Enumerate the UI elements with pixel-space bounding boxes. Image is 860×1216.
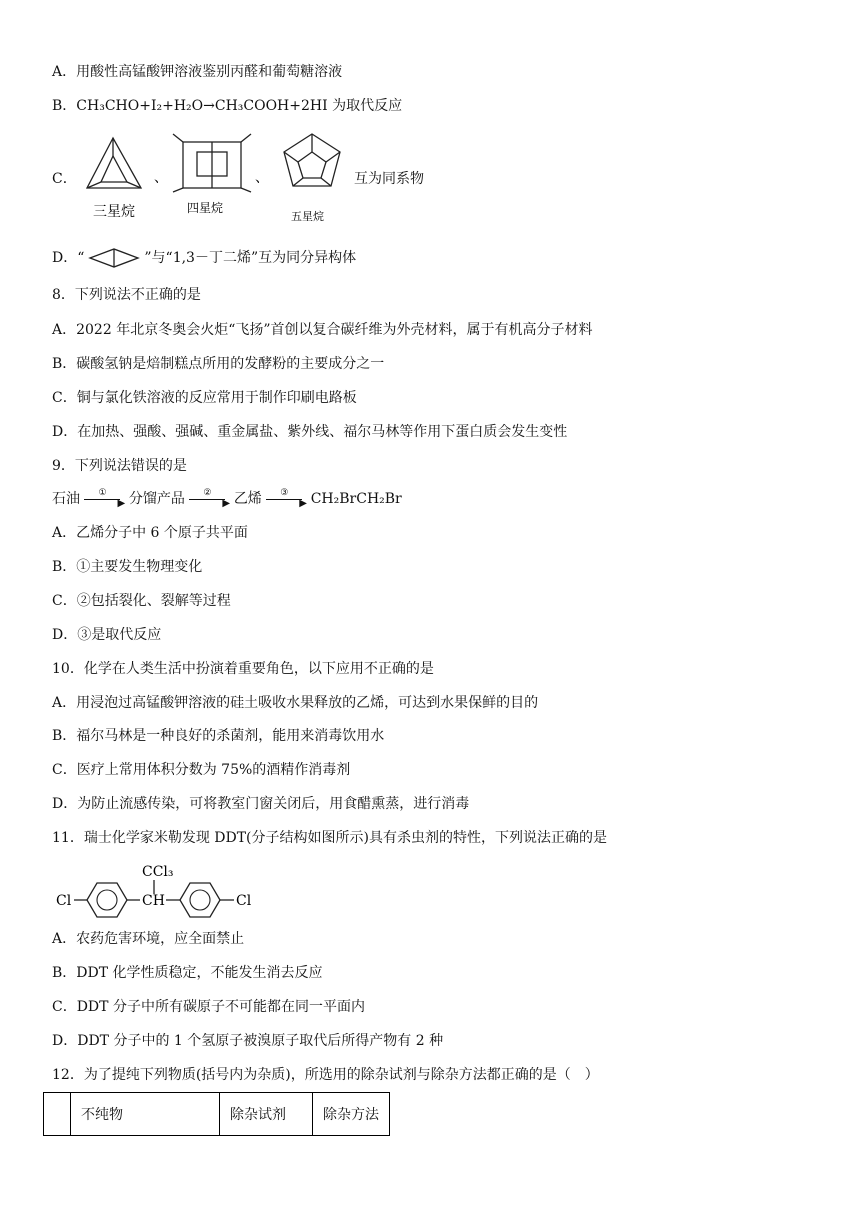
trishomocyclopropane-structure: [87, 138, 141, 188]
ddt-structure: [54, 860, 284, 930]
arrow-step-3-label: ③: [280, 488, 289, 498]
q12-table: [43, 1092, 390, 1136]
chain-dibromoethane: CH₂BrCH₂Br: [310, 491, 402, 507]
structure-label-5: 五星烷: [291, 210, 324, 223]
q7-option-d-suffix: ”与“1,3－丁二烯”互为同分异构体: [144, 250, 357, 266]
arrow-step-2-head: ▶: [222, 498, 231, 509]
arrow-step-3-head: ▶: [299, 498, 307, 509]
q10-stem: 10．化学在人类生活中扮演着重要角色，以下应用不正确的是: [52, 661, 434, 677]
separator-2: 、: [255, 170, 269, 186]
table-header-reagent: 除杂试剂: [220, 1093, 313, 1136]
q10-option-a: A．用浸泡过高锰酸钾溶液的硅土吸收水果释放的乙烯，可达到水果保鲜的目的: [52, 695, 539, 711]
q7-option-c-suffix: 互为同系物: [354, 171, 424, 187]
ddt-center-ch: CH: [142, 893, 165, 909]
arrow-step-1: [84, 489, 124, 509]
chain-ethylene: 乙烯: [233, 491, 262, 507]
q7-option-c-prefix: C．: [52, 171, 77, 187]
arrow-step-2-label: ②: [203, 488, 212, 498]
arrow-step-2-shaft: [189, 499, 225, 500]
ddt-right-cl: Cl: [236, 893, 252, 909]
q10-option-d: D．为防止流感传染，可将教室门窗关闭后，用食醋熏蒸，进行消毒: [52, 796, 470, 812]
arrow-step-3: [266, 489, 306, 509]
q11-option-a: A．农药危害环境，应全面禁止: [52, 931, 245, 947]
q11-option-c: C．DDT 分子中所有碳原子不可能都在同一平面内: [52, 999, 365, 1015]
q8-option-d: D．在加热、强酸、强碱、重金属盐、紫外线、福尔马林等作用下蛋白质会发生变性: [52, 424, 568, 440]
q7-option-b-prefix: B．: [52, 98, 77, 114]
q8-option-a: A．2022 年北京冬奥会火炬“飞扬”首创以复合碳纤维为外壳材料，属于有机高分子材料: [52, 322, 593, 338]
arrow-step-1-head: ▶: [117, 498, 126, 509]
q7-option-b-equation: CH₃CHO+I₂+H₂O→CH₃COOH+2HI 为取代反应: [76, 98, 403, 114]
q8-option-c: C．铜与氯化铁溶液的反应常用于制作印刷电路板: [52, 390, 357, 406]
q10-option-c: C．医疗上常用体积分数为 75%的酒精作消毒剂: [52, 762, 351, 778]
arrow-step-1-label: ①: [98, 488, 107, 498]
q8-option-b: B．碳酸氢钠是焙制糕点所用的发酵粉的主要成分之一: [52, 356, 385, 372]
q12-stem: 12．为了提纯下列物质(括号内为杂质)，所选用的除杂试剂与除杂方法都正确的是（ ）: [52, 1067, 599, 1083]
q9-option-b: B．①主要发生物理变化: [52, 559, 203, 575]
q8-stem: 8．下列说法不正确的是: [52, 287, 201, 303]
separator-1: 、: [154, 170, 168, 186]
q10-option-b: B．福尔马林是一种良好的杀菌剂，能用来消毒饮用水: [52, 728, 385, 744]
q9-option-c: C．②包括裂化、裂解等过程: [52, 593, 231, 609]
q7-option-a: A．用酸性高锰酸钾溶液鉴别丙醛和葡萄糖溶液: [52, 64, 343, 80]
ddt-left-cl: Cl: [56, 893, 72, 909]
table-header-impure: 不纯物: [71, 1093, 220, 1136]
structure-label-3: 三星烷: [93, 204, 135, 220]
structure-label-4: 四星烷: [187, 201, 224, 215]
q11-option-d: D．DDT 分子中的 1 个氢原子被溴原子取代后所得产物有 2 种: [52, 1033, 444, 1049]
q9-stem: 9．下列说法错误的是: [52, 458, 187, 474]
bicyclobutane-structure: [86, 247, 142, 269]
arrow-step-1-shaft: [84, 499, 120, 500]
q9-option-d: D．③是取代反应: [52, 627, 162, 643]
q7-option-b: [52, 96, 402, 116]
table-header-method: 除杂方法: [313, 1093, 390, 1136]
chain-fraction-products: 分馏产品: [128, 491, 185, 507]
ddt-top-group: CCl₃: [142, 864, 174, 880]
q11-option-b: B．DDT 化学性质稳定，不能发生消去反应: [52, 965, 323, 981]
q7-option-d: [52, 247, 356, 269]
q11-stem: 11．瑞士化学家米勒发现 DDT(分子结构如图所示)具有杀虫剂的特性，下列说法正确的是: [52, 830, 607, 846]
arrow-step-2: [189, 489, 229, 509]
q9-reaction-chain: [52, 489, 402, 509]
q7-option-d-prefix: D．“: [52, 250, 85, 266]
q9-option-a: A．乙烯分子中 6 个原子共平面: [52, 525, 248, 541]
table-header-row: [44, 1093, 390, 1136]
tetracyclic-structure: [173, 134, 251, 192]
arrow-step-3-shaft: [266, 499, 302, 500]
pentacyclic-structure: [284, 134, 340, 186]
table-header-blank: [44, 1093, 71, 1136]
chain-petroleum: 石油: [52, 491, 80, 507]
